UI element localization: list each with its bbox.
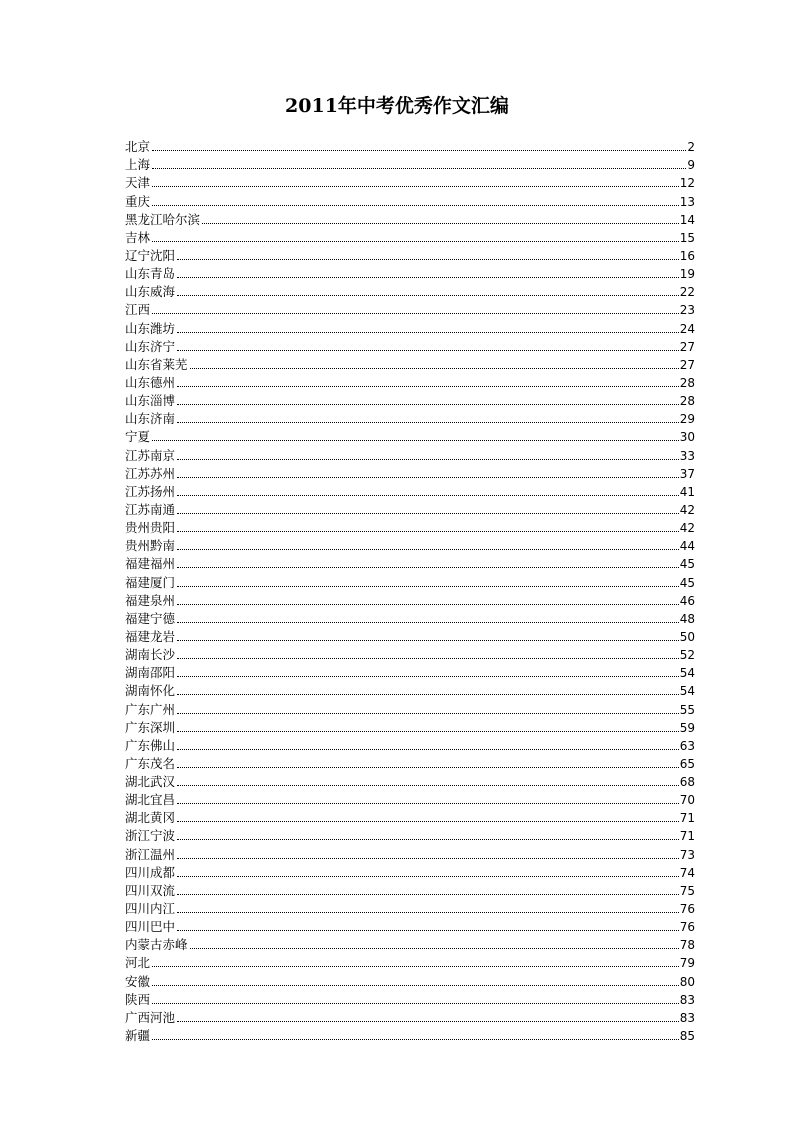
toc-entry-page-number: 83 (679, 992, 695, 1007)
toc-entry[interactable] (125, 935, 695, 953)
toc-entry[interactable] (125, 300, 695, 318)
toc-entry-page-number: 2 (687, 140, 695, 155)
toc-entry[interactable] (125, 482, 695, 500)
toc-entry-page-number: 83 (679, 1010, 695, 1025)
dot-leader (177, 858, 679, 859)
toc-entry[interactable] (125, 282, 695, 300)
dot-leader (152, 313, 679, 314)
toc-entry-title: 湖南怀化 (125, 683, 176, 699)
toc-entry[interactable] (125, 772, 695, 790)
toc-entry-title: 广西河池 (125, 1009, 176, 1025)
toc-entry-page-number: 27 (679, 339, 695, 354)
toc-entry-title: 贵州黔南 (125, 538, 176, 554)
toc-entry[interactable] (125, 917, 695, 935)
dot-leader (152, 150, 686, 151)
toc-entry[interactable] (125, 790, 695, 808)
toc-entry-page-number: 45 (679, 557, 695, 572)
toc-entry[interactable] (125, 391, 695, 409)
toc-entry[interactable] (125, 844, 695, 862)
toc-entry-title: 上海 (125, 157, 151, 173)
toc-entry-page-number: 71 (679, 829, 695, 844)
toc-entry-title: 江西 (125, 302, 151, 318)
toc-entry-page-number: 12 (679, 176, 695, 191)
toc-entry-title: 福建龙岩 (125, 628, 176, 644)
dot-leader (177, 749, 679, 750)
toc-entry-page-number: 30 (679, 430, 695, 445)
toc-entry-page-number: 42 (679, 502, 695, 517)
dot-leader (177, 531, 679, 532)
toc-entry[interactable] (125, 1008, 695, 1026)
toc-entry-page-number: 73 (679, 847, 695, 862)
toc-entry-page-number: 37 (679, 466, 695, 481)
dot-leader (177, 477, 679, 478)
toc-entry-page-number: 63 (679, 738, 695, 753)
dot-leader (177, 767, 679, 768)
toc-entry-page-number: 54 (679, 666, 695, 681)
toc-entry-page-number: 13 (679, 194, 695, 209)
toc-entry[interactable] (125, 826, 695, 844)
toc-entry[interactable] (125, 445, 695, 463)
toc-entry[interactable] (125, 264, 695, 282)
toc-entry-page-number: 79 (679, 956, 695, 971)
toc-entry-page-number: 14 (679, 212, 695, 227)
dot-leader (177, 821, 679, 822)
dot-leader (177, 894, 679, 895)
toc-entry-page-number: 80 (679, 974, 695, 989)
toc-entry-title: 江苏扬州 (125, 483, 176, 499)
toc-entry[interactable] (125, 572, 695, 590)
toc-entry[interactable] (125, 736, 695, 754)
toc-entry-page-number: 24 (679, 321, 695, 336)
toc-entry-page-number: 74 (679, 865, 695, 880)
toc-entry-title: 广东深圳 (125, 719, 176, 735)
toc-entry-title: 内蒙古赤峰 (125, 937, 188, 953)
toc-entry[interactable] (125, 718, 695, 736)
dot-leader (177, 640, 679, 641)
dot-leader (152, 440, 679, 441)
toc-entry[interactable] (125, 518, 695, 536)
toc-entry-title: 福建厦门 (125, 574, 176, 590)
toc-entry-title: 山东淄博 (125, 393, 176, 409)
dot-leader (177, 422, 679, 423)
toc-entry-page-number: 54 (679, 684, 695, 699)
toc-entry-page-number: 85 (679, 1029, 695, 1044)
dot-leader (152, 966, 679, 967)
dot-leader (177, 404, 679, 405)
dot-leader (152, 168, 686, 169)
toc-entry-title: 山东济南 (125, 411, 176, 427)
toc-entry[interactable] (125, 990, 695, 1008)
dot-leader (177, 277, 679, 278)
toc-entry-page-number: 16 (679, 248, 695, 263)
toc-entry-page-number: 22 (679, 285, 695, 300)
toc-entry-page-number: 65 (679, 756, 695, 771)
dot-leader (152, 985, 679, 986)
toc-entry-page-number: 45 (679, 575, 695, 590)
toc-entry[interactable] (125, 663, 695, 681)
dot-leader (177, 586, 679, 587)
table-of-contents (125, 137, 695, 1044)
toc-entry-title: 新疆 (125, 1028, 151, 1044)
toc-entry-page-number: 70 (679, 793, 695, 808)
dot-leader (177, 567, 679, 568)
toc-entry[interactable] (125, 953, 695, 971)
toc-entry-title: 山东青岛 (125, 266, 176, 282)
dot-leader (177, 839, 679, 840)
dot-leader (152, 241, 679, 242)
toc-entry-title: 陕西 (125, 991, 151, 1007)
toc-entry[interactable] (125, 500, 695, 518)
toc-entry-title: 天津 (125, 175, 151, 191)
toc-entry-title: 宁夏 (125, 429, 151, 445)
toc-entry-title: 辽宁沈阳 (125, 247, 176, 263)
toc-entry[interactable] (125, 609, 695, 627)
toc-entry[interactable] (125, 210, 695, 228)
toc-entry-page-number: 19 (679, 267, 695, 282)
toc-entry-page-number: 44 (679, 539, 695, 554)
toc-entry[interactable] (125, 681, 695, 699)
dot-leader (190, 948, 679, 949)
toc-entry[interactable] (125, 355, 695, 373)
toc-entry-page-number: 27 (679, 357, 695, 372)
toc-entry-page-number: 75 (679, 883, 695, 898)
toc-entry-page-number: 33 (679, 448, 695, 463)
dot-leader (177, 295, 679, 296)
dot-leader (152, 186, 679, 187)
toc-entry-title: 重庆 (125, 193, 151, 209)
dot-leader (177, 622, 679, 623)
dot-leader (152, 205, 679, 206)
toc-entry-title: 福建宁德 (125, 610, 176, 626)
toc-entry[interactable] (125, 246, 695, 264)
dot-leader (177, 459, 679, 460)
toc-entry-title: 黑龙江哈尔滨 (125, 211, 201, 227)
toc-entry-title: 江苏南通 (125, 501, 176, 517)
dot-leader (177, 803, 679, 804)
toc-entry[interactable] (125, 337, 695, 355)
toc-entry-title: 广东广州 (125, 701, 176, 717)
toc-entry-title: 四川双流 (125, 882, 176, 898)
toc-entry[interactable] (125, 173, 695, 191)
toc-entry[interactable] (125, 536, 695, 554)
toc-entry[interactable] (125, 971, 695, 989)
toc-entry[interactable] (125, 137, 695, 155)
dot-leader (177, 332, 679, 333)
toc-entry-title: 四川内江 (125, 901, 176, 917)
toc-entry[interactable] (125, 318, 695, 336)
dot-leader (177, 876, 679, 877)
toc-entry-title: 福建福州 (125, 556, 176, 572)
toc-entry-title: 山东省莱芜 (125, 356, 188, 372)
toc-entry-page-number: 28 (679, 394, 695, 409)
page-title: 2011年中考优秀作文汇编 (285, 95, 509, 117)
toc-entry[interactable] (125, 1026, 695, 1044)
dot-leader (177, 386, 679, 387)
toc-entry-title: 山东潍坊 (125, 320, 176, 336)
toc-entry[interactable] (125, 427, 695, 445)
toc-entry[interactable] (125, 754, 695, 772)
toc-entry[interactable] (125, 899, 695, 917)
toc-entry-page-number: 28 (679, 375, 695, 390)
dot-leader (177, 604, 679, 605)
dot-leader (177, 549, 679, 550)
toc-entry-page-number: 50 (679, 629, 695, 644)
dot-leader (152, 1039, 679, 1040)
toc-entry-title: 湖北宜昌 (125, 792, 176, 808)
toc-entry-title: 山东威海 (125, 284, 176, 300)
toc-entry-title: 江苏苏州 (125, 465, 176, 481)
toc-entry-page-number: 55 (679, 702, 695, 717)
toc-entry[interactable] (125, 645, 695, 663)
dot-leader (202, 223, 679, 224)
dot-leader (177, 912, 679, 913)
toc-entry-page-number: 48 (679, 611, 695, 626)
toc-entry-page-number: 41 (679, 484, 695, 499)
toc-entry-title: 江苏南京 (125, 447, 176, 463)
dot-leader (177, 785, 679, 786)
dot-leader (177, 731, 679, 732)
toc-entry[interactable] (125, 591, 695, 609)
toc-entry-title: 贵州贵阳 (125, 520, 176, 536)
dot-leader (177, 513, 679, 514)
dot-leader (152, 1003, 679, 1004)
toc-entry-title: 广东佛山 (125, 737, 176, 753)
dot-leader (177, 930, 679, 931)
toc-entry-title: 浙江温州 (125, 846, 176, 862)
dot-leader (177, 694, 679, 695)
toc-entry-page-number: 42 (679, 521, 695, 536)
toc-entry[interactable] (125, 808, 695, 826)
toc-entry[interactable] (125, 228, 695, 246)
dot-leader (177, 1021, 679, 1022)
toc-entry-page-number: 76 (679, 902, 695, 917)
toc-entry[interactable] (125, 464, 695, 482)
toc-entry[interactable] (125, 191, 695, 209)
toc-entry-title: 四川成都 (125, 864, 176, 880)
toc-entry-page-number: 59 (679, 720, 695, 735)
toc-entry[interactable] (125, 863, 695, 881)
toc-entry-title: 湖南邵阳 (125, 665, 176, 681)
toc-entry[interactable] (125, 699, 695, 717)
dot-leader (177, 259, 679, 260)
toc-entry-title: 湖南长沙 (125, 647, 176, 663)
toc-entry-page-number: 29 (679, 412, 695, 427)
toc-entry-title: 山东德州 (125, 374, 176, 390)
toc-entry-title: 山东济宁 (125, 338, 176, 354)
dot-leader (177, 350, 679, 351)
toc-entry-page-number: 76 (679, 920, 695, 935)
toc-entry[interactable] (125, 373, 695, 391)
toc-entry-title: 安徽 (125, 973, 151, 989)
toc-entry[interactable] (125, 627, 695, 645)
dot-leader (177, 713, 679, 714)
dot-leader (177, 676, 679, 677)
toc-entry-page-number: 68 (679, 775, 695, 790)
toc-entry-page-number: 52 (679, 648, 695, 663)
toc-entry-title: 四川巴中 (125, 919, 176, 935)
toc-entry-title: 福建泉州 (125, 592, 176, 608)
toc-entry-page-number: 78 (679, 938, 695, 953)
toc-entry-page-number: 15 (679, 230, 695, 245)
toc-entry[interactable] (125, 554, 695, 572)
toc-entry-title: 吉林 (125, 229, 151, 245)
toc-entry-title: 湖北武汉 (125, 774, 176, 790)
toc-entry-title: 河北 (125, 955, 151, 971)
dot-leader (177, 495, 679, 496)
toc-entry-title: 湖北黄冈 (125, 810, 176, 826)
toc-entry-title: 北京 (125, 139, 151, 155)
toc-entry[interactable] (125, 155, 695, 173)
toc-entry-page-number: 71 (679, 811, 695, 826)
toc-entry[interactable] (125, 881, 695, 899)
toc-entry-title: 广东茂名 (125, 755, 176, 771)
dot-leader (177, 658, 679, 659)
dot-leader (190, 368, 679, 369)
toc-entry-page-number: 23 (679, 303, 695, 318)
toc-entry-page-number: 9 (687, 158, 695, 173)
toc-entry-title: 浙江宁波 (125, 828, 176, 844)
toc-entry[interactable] (125, 409, 695, 427)
toc-entry-page-number: 46 (679, 593, 695, 608)
